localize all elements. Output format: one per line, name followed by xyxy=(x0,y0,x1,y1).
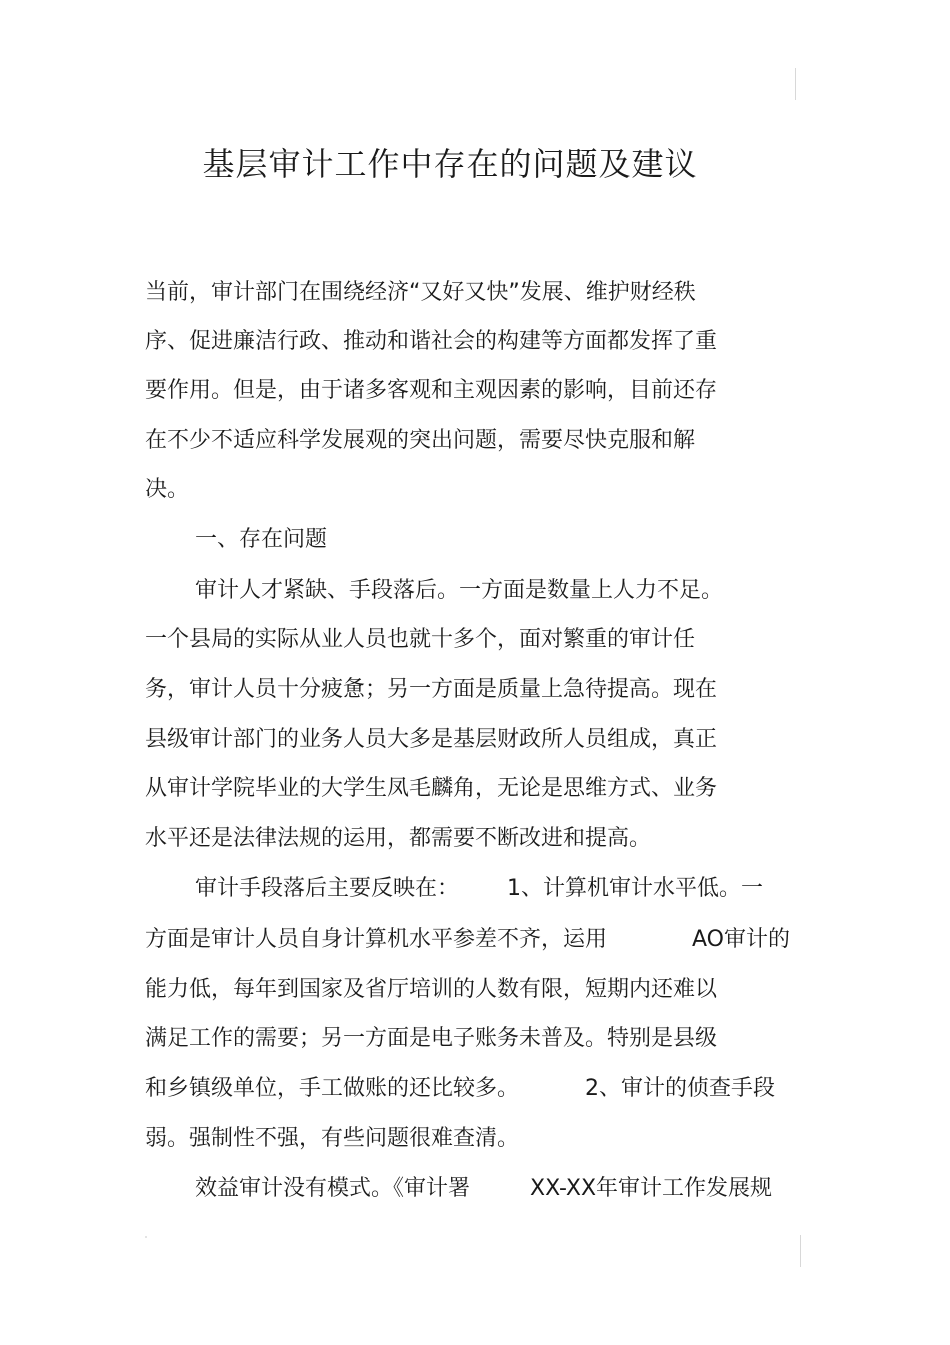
paragraph-line: 水平还是法律法规的运用，都需要不断改进和提高。 xyxy=(145,826,652,851)
section-heading: 一、存在问题 xyxy=(195,527,328,552)
line-segment: XX-XX年审计工作发展规 xyxy=(530,1176,773,1201)
paragraph-line xyxy=(145,923,825,957)
line-segment: 方面是审计人员自身计算机水平参差不齐，运用 xyxy=(145,927,608,952)
page-corner-mark xyxy=(795,68,796,100)
paragraph-line xyxy=(195,872,815,906)
paragraph-line: 当前，审计部门在围绕经济“又好又快”发展、维护财经秩 xyxy=(145,280,696,305)
paragraph-line: 弱。强制性不强，有些问题很难查清。 xyxy=(145,1126,520,1151)
line-segment: 2、审计的侦查手段 xyxy=(585,1076,775,1101)
paragraph-line: 能力低，每年到国家及省厅培训的人数有限，短期内还难以 xyxy=(145,977,718,1002)
paragraph-line: 从审计学院毕业的大学生凤毛麟角，无论是思维方式、业务 xyxy=(145,776,718,801)
paragraph-line: 决。 xyxy=(145,477,190,502)
paragraph-line: 要作用。但是，由于诸多客观和主观因素的影响，目前还存 xyxy=(145,378,718,403)
document-title: 基层审计工作中存在的问题及建议 xyxy=(202,145,698,184)
paragraph-line: 审计人才紧缺、手段落后。一方面是数量上人力不足。 xyxy=(195,578,724,603)
paragraph-line: 满足工作的需要；另一方面是电子账务未普及。特别是县级 xyxy=(145,1026,718,1051)
paragraph-line xyxy=(195,1172,795,1206)
line-segment: AO审计的 xyxy=(692,927,790,952)
paragraph-line: 序、促进廉洁行政、推动和谐社会的构建等方面都发挥了重 xyxy=(145,329,718,354)
paragraph-line xyxy=(145,1072,805,1106)
paragraph-line: 在不少不适应科学发展观的突出问题，需要尽快克服和解 xyxy=(145,428,696,453)
line-segment: 1、计算机审计水平低。一 xyxy=(507,876,763,901)
line-segment: 效益审计没有模式。《审计署 xyxy=(195,1176,471,1201)
line-segment: 和乡镇级单位，手工做账的还比较多。 xyxy=(145,1076,520,1101)
paragraph-line: 一个县局的实际从业人员也就十多个，面对繁重的审计任 xyxy=(145,627,696,652)
paragraph-line: 县级审计部门的业务人员大多是基层财政所人员组成，真正 xyxy=(145,727,718,752)
page-corner-mark xyxy=(145,1236,147,1238)
page-corner-mark xyxy=(800,1235,801,1267)
line-segment: 审计手段落后主要反映在： xyxy=(195,876,460,901)
paragraph-line: 务，审计人员十分疲惫；另一方面是质量上急待提高。现在 xyxy=(145,677,718,702)
